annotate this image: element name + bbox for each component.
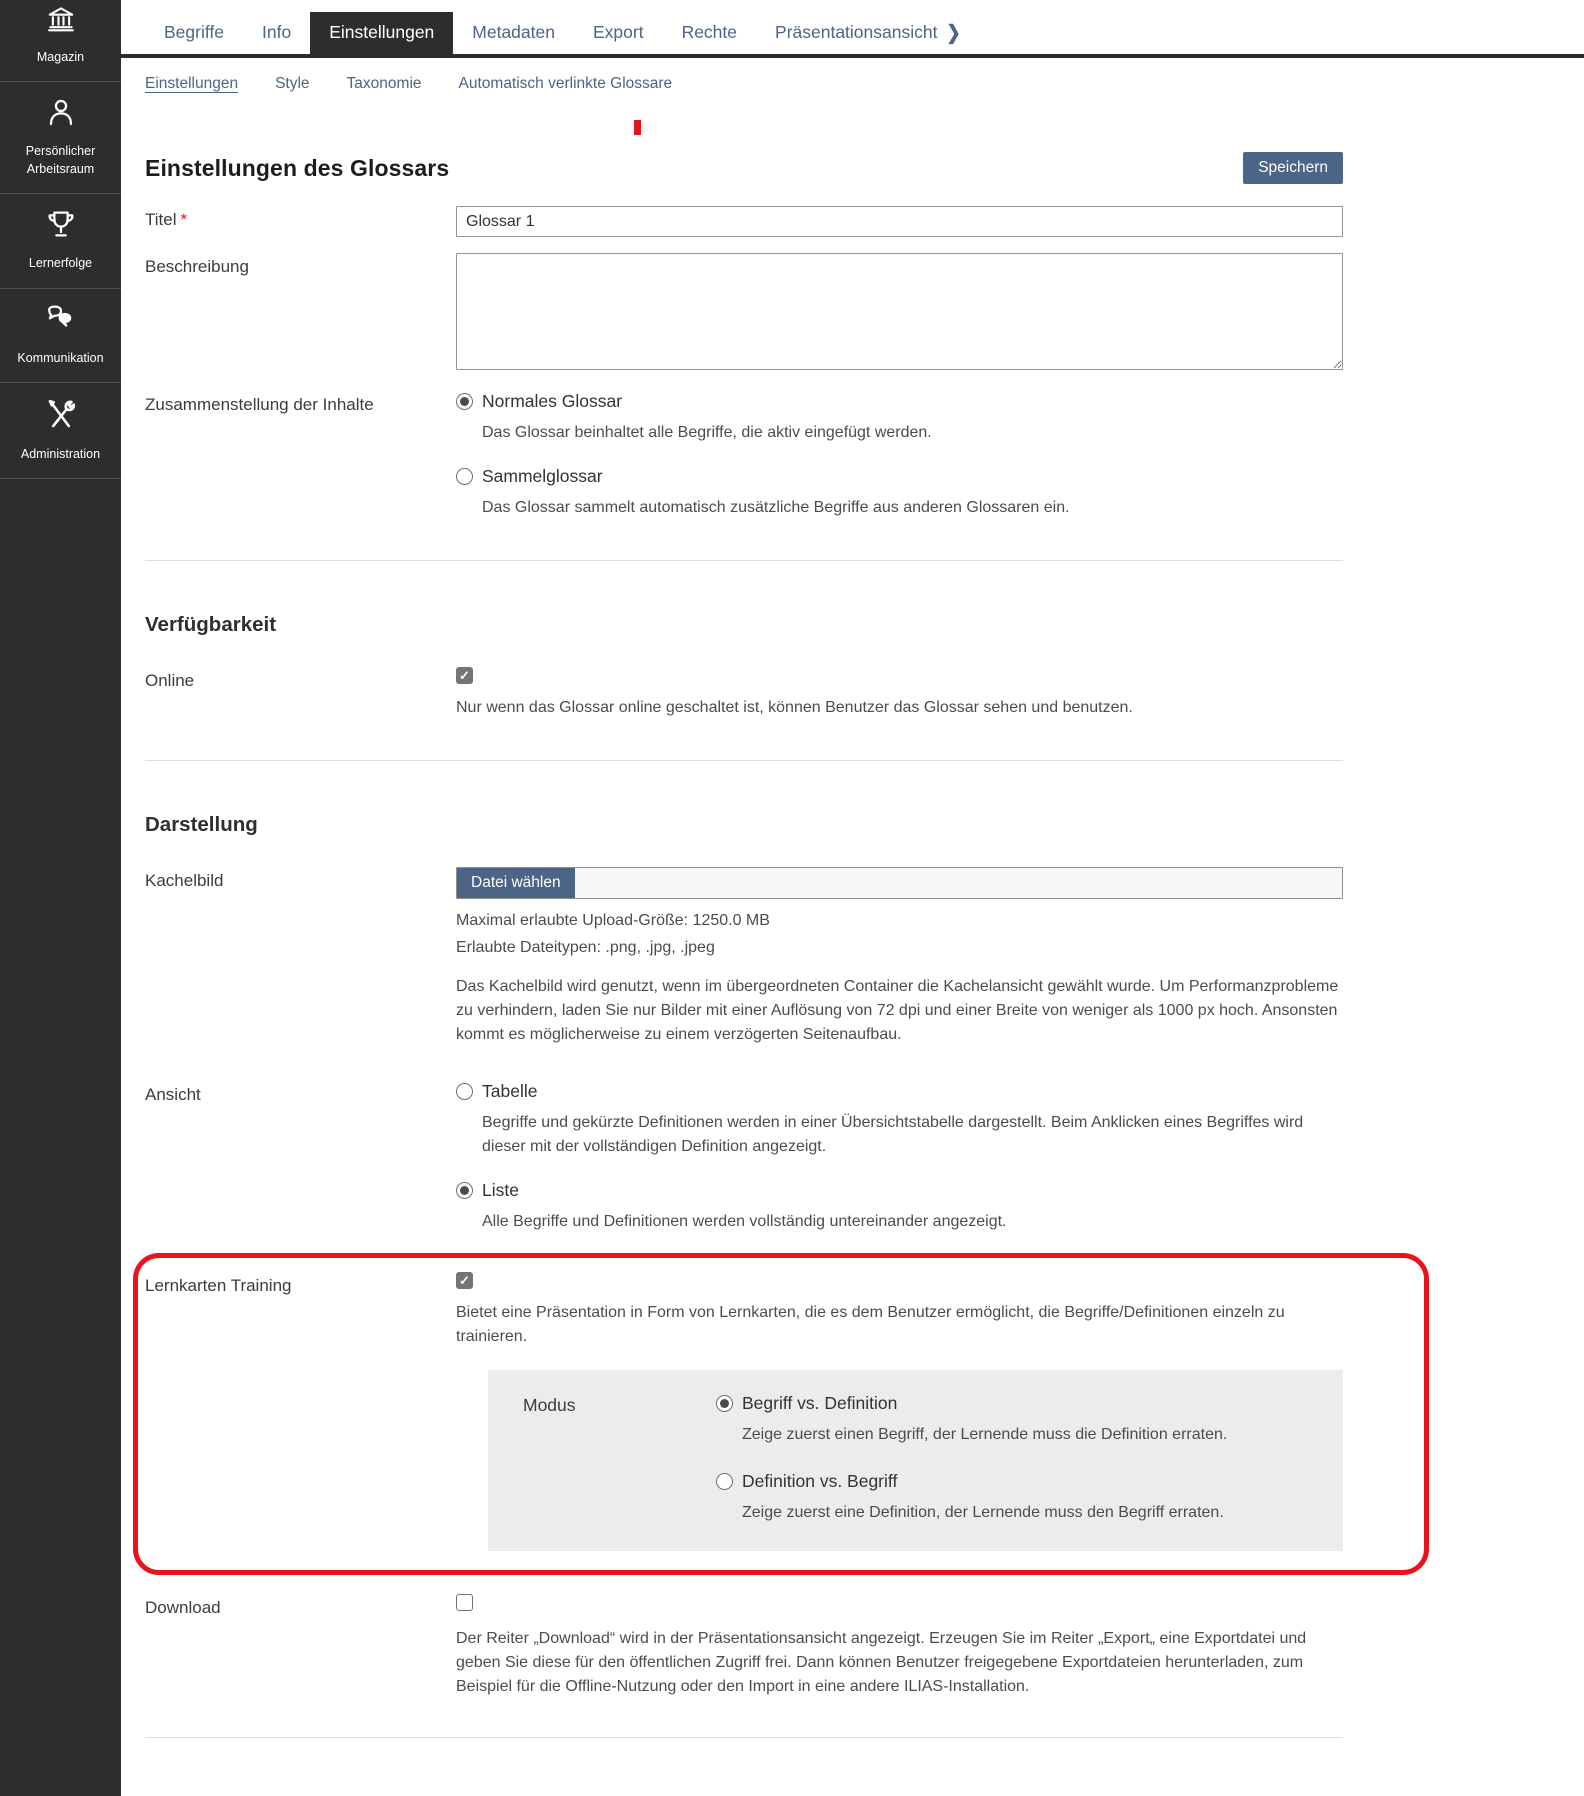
tab-rechte[interactable]: Rechte bbox=[681, 22, 738, 42]
modus-label: Modus bbox=[523, 1395, 576, 1415]
upload-size-note: Maximal erlaubte Upload-Größe: 1250.0 MB bbox=[456, 912, 770, 929]
option-description: Zeige zuerst eine Definition, der Lernende muss den Begriff erraten. bbox=[742, 1504, 1224, 1521]
sidebar-item-label: Lernerfolge bbox=[28, 256, 93, 271]
option-description: Begriffe und gekürzte Definitionen werden in einer Übersichtstabelle dargestellt. Beim Anklicken eines Begriffes wird dieser mit der vollständigen Definition angezeigt. bbox=[482, 1114, 1304, 1155]
sidebar-item-kommunikation[interactable] bbox=[0, 289, 121, 383]
online-label: Online bbox=[145, 671, 195, 690]
subtab-taxonomie[interactable]: Taxonomie bbox=[346, 75, 422, 92]
tabelle-radio[interactable] bbox=[456, 1083, 473, 1100]
beschreibung-textarea[interactable] bbox=[456, 253, 1343, 370]
online-checkbox[interactable] bbox=[456, 667, 473, 684]
lernkarten-description: Bietet eine Präsentation in Form von Lernkarten, die es dem Benutzer ermöglicht, die Begriffe/Definitionen einzeln zu trainieren. bbox=[456, 1304, 1285, 1345]
option-description: Das Glossar sammelt automatisch zusätzliche Begriffe aus anderen Glossaren ein. bbox=[482, 499, 1070, 516]
tools-icon bbox=[44, 397, 78, 436]
tab-einstellungen[interactable]: Einstellungen bbox=[310, 12, 453, 54]
zusammenstellung-label: Zusammenstellung der Inhalte bbox=[145, 395, 374, 414]
chevron-right-icon: ❯ bbox=[946, 21, 961, 43]
form-row-beschreibung bbox=[145, 253, 1343, 375]
download-checkbox[interactable] bbox=[456, 1594, 473, 1611]
option-sammelglossar: Sammelglossar Das Glossar sammelt automatisch zusätzliche Begriffe aus anderen Glossaren ein. bbox=[456, 466, 1343, 520]
sidebar-item-administration[interactable] bbox=[0, 383, 121, 479]
ansicht-label: Ansicht bbox=[145, 1085, 201, 1104]
download-description: Der Reiter „Download“ wird in der Präsentationsansicht angezeigt. Erzeugen Sie im Reiter „Export„ eine Exportdatei und geben Sie diese für den öffentlichen Zugriff frei. Dann können Benutzer freigegebene Exportdateien herunterladen, zum Beispiel für die Offline-Nutzung oder den Import in eine andere ILIAS-Installation. bbox=[456, 1630, 1307, 1695]
kachelbild-description: Das Kachelbild wird genutzt, wenn im übergeordneten Container die Kachelansicht gewählt wurde. Um Performanzprobleme zu verhindern, laden Sie nur Bilder mit einer Auflösung von 72 dpi und einer Breite von weniger als 1000 px hoch. Ansonsten kommt es möglicherweise zu einem verzögerten Seitenaufbau. bbox=[456, 978, 1339, 1043]
bottom-divider bbox=[145, 1737, 1343, 1738]
modus-panel bbox=[488, 1370, 1343, 1551]
lernkarten-checkbox[interactable] bbox=[456, 1272, 473, 1289]
form-row-lernkarten-training bbox=[145, 1272, 1343, 1551]
tab-bar bbox=[121, 0, 1584, 58]
option-description: Das Glossar beinhaltet alle Begriffe, die aktiv eingefügt werden. bbox=[482, 424, 932, 441]
sammelglossar-radio[interactable] bbox=[456, 468, 473, 485]
option-liste: Liste Alle Begriffe und Definitionen werden vollständig untereinander angezeigt. bbox=[456, 1180, 1343, 1234]
definition-vs-begriff-radio[interactable] bbox=[716, 1473, 733, 1490]
save-button[interactable]: Speichern bbox=[1243, 152, 1343, 184]
titel-input[interactable] bbox=[456, 206, 1343, 237]
kachelbild-label: Kachelbild bbox=[145, 871, 224, 890]
tab-praesentationsansicht[interactable]: Präsentationsansicht ❯ bbox=[775, 21, 961, 43]
download-label: Download bbox=[145, 1598, 221, 1617]
section-divider bbox=[145, 760, 1343, 761]
subtab-style[interactable]: Style bbox=[275, 75, 310, 92]
option-description: Zeige zuerst einen Begriff, der Lernende muss die Definition erraten. bbox=[742, 1426, 1228, 1443]
sidebar-item-lernerfolge[interactable] bbox=[0, 194, 121, 288]
main-area bbox=[121, 0, 1584, 1738]
option-description: Alle Begriffe und Definitionen werden vollständig untereinander angezeigt. bbox=[482, 1213, 1007, 1230]
tab-metadaten[interactable]: Metadaten bbox=[472, 22, 555, 42]
option-begriff-vs-definition: Begriff vs. Definition Zeige zuerst einen Begriff, der Lernende muss die Definition erraten. bbox=[716, 1393, 1319, 1447]
option-normales-glossar: Normales Glossar Das Glossar beinhaltet alle Begriffe, die aktiv eingefügt werden. bbox=[456, 391, 1343, 445]
tab-begriffe[interactable]: Begriffe bbox=[164, 22, 224, 42]
tab-info[interactable]: Info bbox=[262, 22, 292, 42]
form-row-zusammenstellung bbox=[145, 391, 1343, 520]
sidebar-item-label: Kommunikation bbox=[17, 350, 104, 365]
lernkarten-label: Lernkarten Training bbox=[145, 1276, 292, 1295]
chat-icon bbox=[44, 303, 78, 340]
section-divider bbox=[145, 560, 1343, 561]
subtab-einstellungen[interactable]: Einstellungen bbox=[145, 75, 239, 92]
titel-label: Titel * bbox=[145, 210, 188, 229]
subtab-bar bbox=[121, 58, 1584, 108]
trophy-icon bbox=[45, 208, 77, 245]
option-tabelle: Tabelle Begriffe und gekürzte Definitionen werden in einer Übersichtstabelle dargestellt. Beim Anklicken eines Begriffes wird dieser mit der vollständigen Definition angezeigt. bbox=[456, 1081, 1343, 1159]
beschreibung-label: Beschreibung bbox=[145, 257, 249, 276]
form-row-online bbox=[145, 667, 1343, 720]
tab-export[interactable]: Export bbox=[592, 22, 644, 42]
page-title: Einstellungen des Glossars bbox=[145, 154, 450, 181]
sidebar-item-label: Persönlicher Arbeitsraum bbox=[25, 144, 96, 177]
sidebar-item-label: Administration bbox=[20, 446, 101, 461]
main-sidebar bbox=[0, 0, 121, 1796]
required-asterisk: * bbox=[180, 210, 188, 229]
filetypes-note: Erlaubte Dateitypen: .png, .jpg, .jpeg bbox=[456, 939, 715, 956]
sidebar-item-magazin[interactable] bbox=[0, 0, 121, 82]
sidebar-item-persoenlicher-arbeitsraum[interactable] bbox=[0, 82, 121, 194]
bank-icon bbox=[46, 4, 76, 39]
begriff-vs-definition-radio[interactable] bbox=[716, 1395, 733, 1412]
online-description: Nur wenn das Glossar online geschaltet ist, können Benutzer das Glossar sehen und benutzen. bbox=[456, 699, 1133, 716]
sidebar-item-label: Magazin bbox=[36, 50, 85, 64]
user-icon bbox=[45, 96, 77, 133]
liste-radio[interactable] bbox=[456, 1182, 473, 1199]
normales-glossar-radio[interactable] bbox=[456, 393, 473, 410]
kachelbild-file-input[interactable] bbox=[456, 867, 1343, 899]
form-row-kachelbild bbox=[145, 867, 1343, 1047]
form-row-titel bbox=[145, 206, 1343, 237]
choose-file-button[interactable]: Datei wählen bbox=[457, 868, 575, 898]
section-heading-darstellung: Darstellung bbox=[145, 813, 258, 836]
form-row-download bbox=[145, 1594, 1343, 1699]
annotation-red-mark bbox=[634, 120, 641, 135]
section-heading-verfuegbarkeit: Verfügbarkeit bbox=[145, 613, 277, 636]
subtab-automatisch-verlinkte-glossare[interactable]: Automatisch verlinkte Glossare bbox=[458, 75, 673, 92]
option-definition-vs-begriff: Definition vs. Begriff Zeige zuerst eine Definition, der Lernende muss den Begriff erraten. bbox=[716, 1471, 1319, 1525]
form-row-ansicht bbox=[145, 1081, 1343, 1234]
